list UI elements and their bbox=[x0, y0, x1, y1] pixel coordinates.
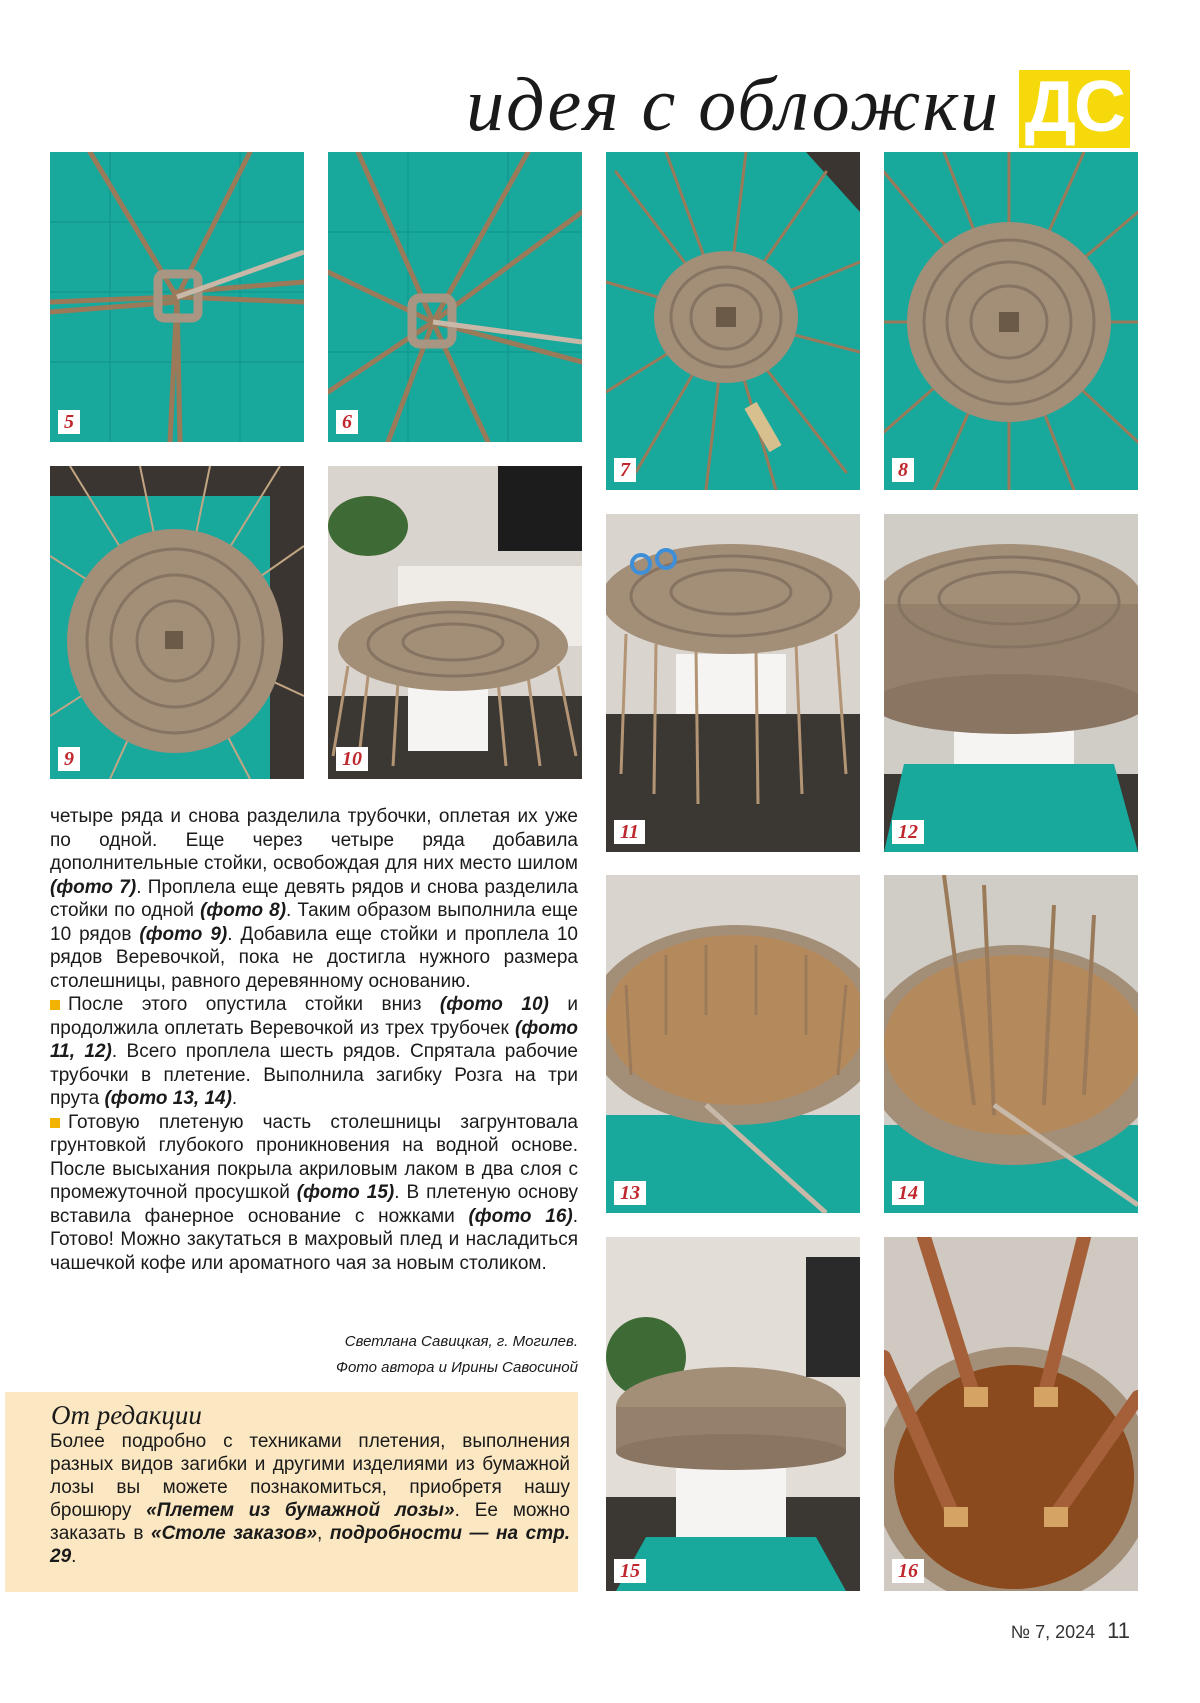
paragraph-1: четыре ряда и снова разделила трубочки, оплетая их уже по одной. Еще через четыре ряда добавила дополнительные стойки, освобождая для них место шилом (фото 7). Проплела еще девять рядов и снова разделила стойки по одной (фото 8). Таким образом выполнила еще 10 рядов (фото 9). Добавила еще стойки и проплела 10 рядов Веревочкой, пока не достигла нужного размера столешницы, равного деревянному основанию. bbox=[50, 806, 578, 992]
photo-10 bbox=[328, 466, 582, 779]
photo-7 bbox=[606, 152, 860, 490]
editor-note bbox=[5, 1392, 578, 1592]
photo-number: 14 bbox=[892, 1181, 924, 1205]
photo-16 bbox=[884, 1237, 1138, 1591]
page-number: 11 bbox=[1107, 1618, 1130, 1643]
issue-number: № 7, 2024 bbox=[1010, 1622, 1096, 1642]
photo-number: 16 bbox=[892, 1559, 924, 1583]
author-credit: Светлана Савицкая, г. Могилев. bbox=[344, 1333, 578, 1350]
photo-ref: (фото 11, 12) bbox=[50, 1017, 578, 1062]
paragraph-2: После этого опустила стойки вниз (фото 10) и продолжила оплетать Веревочкой из трех трубочек (фото 11, 12). Всего проплела шесть рядов. Спрятала рабочие трубочки в плетение. Выполнила загибку Розга на три прута (фото 13, 14). bbox=[50, 994, 578, 1109]
photo-8 bbox=[884, 152, 1138, 490]
bullet-icon bbox=[50, 1000, 60, 1010]
photo-credit: Фото автора и Ирины Савосиной bbox=[336, 1359, 578, 1376]
photo-12 bbox=[884, 514, 1138, 852]
photo-ref: (фото 9) bbox=[139, 923, 228, 945]
editor-note-text: Более подробно с техниками плетения, выполнения разных видов загибки и другими изделиями из бумажной лозы вы можете познакомиться, приобретя нашу брошюру «Плетем из бумажной лозы». Ее можно заказать в «Столе заказов», подробности — на стр. 29. bbox=[50, 1431, 571, 1567]
page-footer bbox=[1011, 1618, 1130, 1644]
photo-9 bbox=[50, 466, 304, 779]
photo-11 bbox=[606, 514, 860, 852]
photo-number: 12 bbox=[892, 820, 924, 844]
photo-ref: (фото 10) bbox=[439, 994, 549, 1015]
page-header bbox=[440, 50, 1140, 150]
photo-number: 10 bbox=[336, 747, 368, 771]
photo-ref: (фото 8) bbox=[200, 900, 287, 921]
photo-number: 5 bbox=[58, 410, 80, 434]
brochure-title: «Плетем из бумажной лозы» bbox=[146, 1500, 455, 1521]
photo-6 bbox=[328, 152, 582, 442]
photo-13 bbox=[606, 875, 860, 1213]
section-title: идея с обложки bbox=[466, 63, 1000, 147]
photo-number: 9 bbox=[58, 747, 80, 771]
photo-number: 6 bbox=[336, 410, 358, 434]
photo-ref: (фото 15) bbox=[296, 1182, 395, 1203]
editor-note-title: От редакции bbox=[51, 1400, 202, 1430]
photo-5 bbox=[50, 152, 304, 442]
photo-ref: (фото 16) bbox=[468, 1205, 573, 1227]
photo-15 bbox=[606, 1237, 860, 1591]
photo-number: 13 bbox=[614, 1181, 646, 1205]
photo-number: 8 bbox=[892, 458, 914, 482]
photo-number: 11 bbox=[614, 820, 645, 844]
photo-number: 15 bbox=[614, 1559, 646, 1583]
order-section: «Столе заказов» bbox=[151, 1523, 318, 1544]
photo-ref: (фото 7) bbox=[50, 876, 137, 898]
magazine-logo: ДС bbox=[1019, 70, 1130, 148]
photo-14 bbox=[884, 875, 1138, 1213]
paragraph-3: Готовую плетеную часть столешницы загрунтовала грунтовкой глубокого проникновения на водной основе. После высыхания покрыла акриловым лаком в два слоя с промежуточной просушкой (фото 15). В плетеную основу вставила фанерное основание с ножками (фото 16). Готово! Можно закутаться в махровый плед и насладиться чашечкой кофе или ароматного чая за новым столиком. bbox=[50, 1111, 579, 1274]
bullet-icon bbox=[50, 1118, 60, 1128]
page-reference: подробности — на стр. 29 bbox=[50, 1523, 570, 1567]
article-text bbox=[50, 805, 578, 1275]
photo-ref: (фото 13, 14) bbox=[104, 1088, 232, 1109]
photo-number: 7 bbox=[614, 458, 636, 482]
